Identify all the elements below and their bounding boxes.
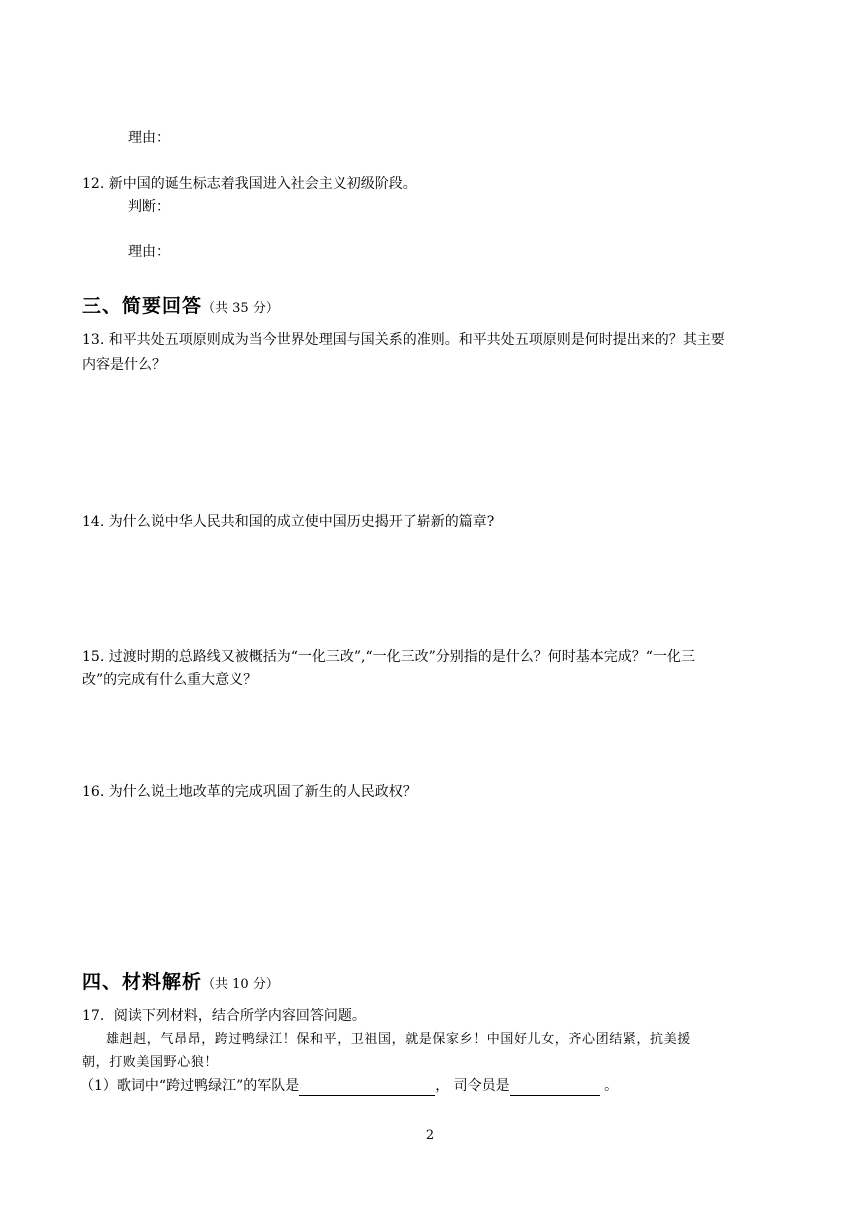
q17-sub1-middle: ， 司令员是 (435, 1078, 510, 1094)
q13-line2: 内容是什么？ (82, 357, 166, 373)
q17-sub1-suffix: 。 (599, 1078, 619, 1094)
q12-reason-label: 理由： (128, 244, 170, 260)
page-number: 2 (425, 1128, 435, 1143)
q11-reason-label: 理由： (128, 130, 170, 146)
commander-answer-blank[interactable] (510, 1079, 600, 1096)
q15-line1: 15. 过渡时期的总路线又被概括为“一化三改”,“一化三改”分别指的是什么？何时基本完成？“一化三 (82, 649, 695, 665)
q12-judge-label: 判断： (128, 199, 170, 215)
army-answer-blank[interactable] (299, 1079, 435, 1096)
section-3-heading (82, 293, 279, 322)
q17-sub1 (80, 1076, 618, 1096)
q14-question: 14. 为什么说中华人民共和国的成立使中国历史揭开了崭新的篇章? (82, 514, 495, 530)
q17-intro: 17．阅读下列材料，结合所学内容回答问题。 (82, 1008, 366, 1024)
section-3-title: 三、简要回答 (82, 295, 203, 317)
q13-line1: 13. 和平共处五项原则成为当今世界处理国与国关系的准则。和平共处五项原则是何时提出来的？其主要 (82, 332, 725, 348)
q15-line2: 改”的完成有什么重大意义？ (82, 672, 258, 688)
q12-question: 12. 新中国的诞生标志着我国进入社会主义初级阶段。 (82, 176, 417, 192)
q16-question: 16. 为什么说土地改革的完成巩固了新生的人民政权？ (82, 784, 417, 800)
q17-material-line2: 朝，打败美国野心狼！ (82, 1055, 219, 1070)
section-4-heading (82, 969, 279, 998)
q17-material-line1: 雄赳赳，气昂昂，跨过鸭绿江！保和平，卫祖国，就是保家乡！中国好儿女，齐心团结紧，抗美援 (106, 1032, 691, 1047)
section-4-title: 四、材料解析 (82, 971, 203, 993)
section-4-points: （共 10 分） (202, 977, 279, 992)
section-3-points: （共 35 分） (202, 301, 279, 316)
q17-sub1-prefix: （1）歌词中“跨过鸭绿江”的军队是 (80, 1078, 300, 1094)
